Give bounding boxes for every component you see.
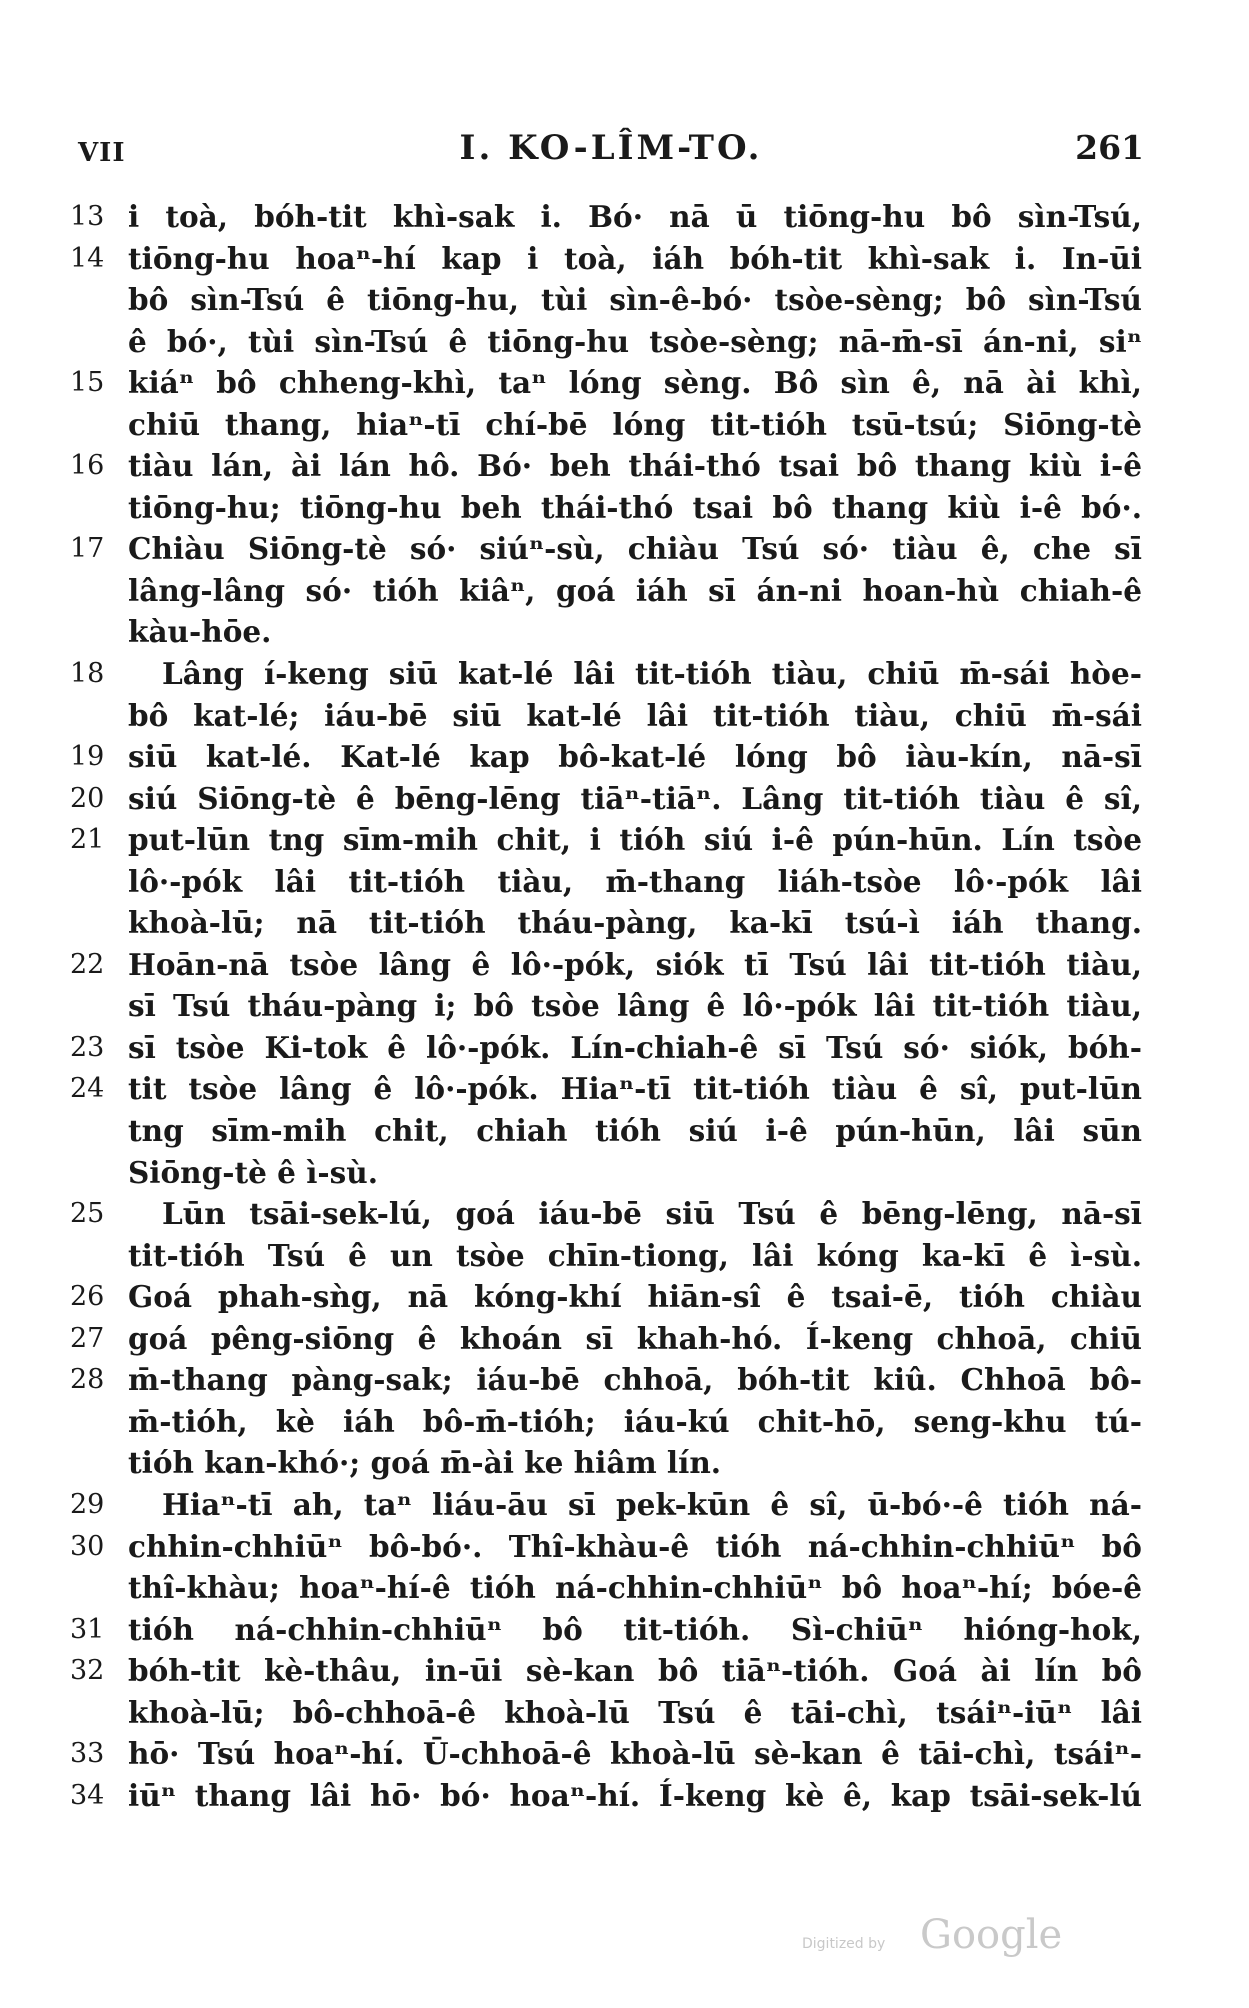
text-line xyxy=(70,570,1145,612)
line-text: Hiaⁿ-tī ah, taⁿ liáu-āu sī pek-kūn ê sî, ū-bó·-ê tióh ná- xyxy=(162,1486,1142,1522)
line-text: kiáⁿ bô chheng-khì, taⁿ lóng sèng. Bô sìn ê, nā ài khì, xyxy=(128,365,1142,401)
line-text: sī tsòe Ki-tok ê lô·-pók. Lín-chiah-ê sī Tsú só· siók, bóh- xyxy=(128,1029,1142,1065)
verse-number: 17 xyxy=(70,533,105,565)
line-text: sī Tsú tháu-pàng i; bô tsòe lâng ê lô·-pók lâi tit-tióh tiàu, xyxy=(128,988,1142,1024)
line-text: hō· Tsú hoaⁿ-hí. Ū-chhoā-ê khoà-lū sè-kan ê tāi-chì, tsáiⁿ- xyxy=(128,1736,1142,1772)
text-line xyxy=(70,819,1145,861)
line-text: tióh ná-chhin-chhiūⁿ bô tit-tióh. Sì-chiūⁿ hióng-hok, xyxy=(128,1611,1142,1647)
text-line xyxy=(70,196,1145,238)
verse-number: 31 xyxy=(70,1613,105,1645)
text-line xyxy=(70,321,1145,363)
verse-number: 33 xyxy=(70,1738,105,1770)
line-text: goá pêng-siōng ê khoán sī khah-hó. Í-keng chhoā, chiū xyxy=(128,1320,1142,1356)
line-text: tiōng-hu hoaⁿ-hí kap i toà, iáh bóh-tit khì-sak i. In-ūi xyxy=(128,240,1142,276)
text-line xyxy=(70,1775,1145,1817)
line-text: Chiàu Siōng-tè só· siúⁿ-sù, chiàu Tsú só· tiàu ê, che sī xyxy=(128,531,1142,567)
line-text: Goá phah-sǹg, nā kóng-khí hiān-sî ê tsai-ē, tióh chiàu xyxy=(128,1279,1142,1315)
page-header xyxy=(78,128,1144,178)
verse-number: 19 xyxy=(70,741,105,773)
text-line xyxy=(70,1110,1145,1152)
text-line xyxy=(70,279,1145,321)
verse-number: 22 xyxy=(70,948,105,980)
verse-number: 21 xyxy=(70,824,105,856)
verse-number: 34 xyxy=(70,1779,105,1811)
text-line xyxy=(70,1733,1145,1775)
line-text: chhin-chhiūⁿ bô-bó·. Thî-khàu-ê tióh ná-chhin-chhiūⁿ bô xyxy=(128,1528,1142,1564)
line-text: tiōng-hu; tiōng-hu beh thái-thó tsai bô thang kiù i-ê bó·. xyxy=(128,489,1142,525)
text-line xyxy=(70,362,1145,404)
line-text: siú Siōng-tè ê bēng-lēng tiāⁿ-tiāⁿ. Lâng tit-tióh tiàu ê sî, xyxy=(128,780,1142,816)
line-text: put-lūn tng sīm-mih chit, i tióh siú i-ê pún-hūn. Lín tsòe xyxy=(128,822,1142,858)
line-text: bóh-tit kè-thâu, in-ūi sè-kan bô tiāⁿ-tióh. Goá ài lín bô xyxy=(128,1653,1142,1689)
line-text: m̄-tióh, kè iáh bô-m̄-tióh; iáu-kú chit-hō, seng-khu tú- xyxy=(128,1403,1142,1439)
text-line xyxy=(70,404,1145,446)
text-line xyxy=(70,1235,1145,1277)
line-text: Siōng-tè ê ì-sù. xyxy=(128,1154,378,1190)
line-text: tióh kan-khó·; goá m̄-ài ke hiâm lín. xyxy=(128,1445,722,1481)
verse-number: 16 xyxy=(70,450,105,482)
line-text: m̄-thang pàng-sak; iáu-bē chhoā, bóh-tit kiû. Chhoā bô- xyxy=(128,1362,1142,1398)
digitized-watermark xyxy=(802,1902,1142,1958)
text-line xyxy=(70,1068,1145,1110)
line-text: Lâng í-keng siū kat-lé lâi tit-tióh tiàu, chiū m̄-sái hòe- xyxy=(162,656,1142,692)
text-line xyxy=(70,528,1145,570)
line-text: bô kat-lé; iáu-bē siū kat-lé lâi tit-tióh tiàu, chiū m̄-sái xyxy=(128,697,1142,733)
verse-number: 25 xyxy=(70,1198,105,1230)
line-text: lâng-lâng só· tióh kiâⁿ, goá iáh sī án-ni hoan-hù chiah-ê xyxy=(128,572,1142,608)
line-text: thî-khàu; hoaⁿ-hí-ê tióh ná-chhin-chhiūⁿ bô hoaⁿ-hí; bóe-ê xyxy=(128,1570,1142,1606)
text-line xyxy=(70,1193,1145,1235)
text-line xyxy=(70,985,1145,1027)
line-text: kàu-hōe. xyxy=(128,614,272,650)
text-line xyxy=(70,944,1145,986)
text-line xyxy=(70,445,1145,487)
line-text: bô sìn-Tsú ê tiōng-hu, tùi sìn-ê-bó· tsòe-sèng; bô sìn-Tsú xyxy=(128,282,1142,318)
text-line xyxy=(70,1484,1145,1526)
text-line xyxy=(70,1027,1145,1069)
line-text: tng sīm-mih chit, chiah tióh siú i-ê pún-hūn, lâi sūn xyxy=(128,1113,1142,1149)
text-line xyxy=(70,1526,1145,1568)
verse-number: 20 xyxy=(70,782,105,814)
verse-number: 29 xyxy=(70,1488,105,1520)
verse-number: 28 xyxy=(70,1364,105,1396)
line-text: chiū thang, hiaⁿ-tī chí-bē lóng tit-tióh tsū-tsú; Siōng-tè xyxy=(128,406,1142,442)
verse-number: 26 xyxy=(70,1281,105,1313)
text-line xyxy=(70,1276,1145,1318)
line-text: Hoān-nā tsòe lâng ê lô·-pók, siók tī Tsú lâi tit-tióh tiàu, xyxy=(128,946,1142,982)
chapter-number: VII xyxy=(78,138,126,168)
text-line xyxy=(70,1650,1145,1692)
text-line xyxy=(70,778,1145,820)
verse-number: 18 xyxy=(70,658,105,690)
line-text: Lūn tsāi-sek-lú, goá iáu-bē siū Tsú ê bēng-lēng, nā-sī xyxy=(162,1196,1142,1232)
verse-number: 32 xyxy=(70,1655,105,1687)
verse-number: 30 xyxy=(70,1530,105,1562)
line-text: tit tsòe lâng ê lô·-pók. Hiaⁿ-tī tit-tióh tiàu ê sî, put-lūn xyxy=(128,1071,1142,1107)
text-line xyxy=(70,1318,1145,1360)
text-line xyxy=(70,1359,1145,1401)
text-line xyxy=(70,1152,1145,1194)
line-text: tit-tióh Tsú ê un tsòe chīn-tiong, lâi kóng ka-kī ê ì-sù. xyxy=(128,1237,1142,1273)
running-title: I. KO-LÎM-TO. xyxy=(459,128,763,168)
line-text: ê bó·, tùi sìn-Tsú ê tiōng-hu tsòe-sèng; nā-m̄-sī án-ni, siⁿ xyxy=(128,323,1142,359)
google-logo: Google xyxy=(920,1912,1063,1958)
digitized-label: Digitized by xyxy=(802,1936,886,1952)
line-text: iūⁿ thang lâi hō· bó· hoaⁿ-hí. Í-keng kè ê, kap tsāi-sek-lú xyxy=(128,1777,1142,1813)
text-line xyxy=(70,736,1145,778)
text-line xyxy=(70,902,1145,944)
line-text: siū kat-lé. Kat-lé kap bô-kat-lé lóng bô iàu-kín, nā-sī xyxy=(128,739,1142,775)
verse-number: 27 xyxy=(70,1322,105,1354)
line-text: khoà-lū; bô-chhoā-ê khoà-lū Tsú ê tāi-chì, tsáiⁿ-iūⁿ lâi xyxy=(128,1694,1142,1730)
line-text: lô·-pók lâi tit-tióh tiàu, m̄-thang liáh-tsòe lô·-pók lâi xyxy=(128,863,1142,899)
text-line xyxy=(70,1442,1145,1484)
verse-number: 23 xyxy=(70,1031,105,1063)
text-line xyxy=(70,1692,1145,1734)
line-text: khoà-lū; nā tit-tióh tháu-pàng, ka-kī tsú-ì iáh thang. xyxy=(128,905,1142,941)
verse-number: 15 xyxy=(70,367,105,399)
text-line xyxy=(70,487,1145,529)
page-number: 261 xyxy=(1075,128,1144,167)
text-line xyxy=(70,1401,1145,1443)
verse-number: 24 xyxy=(70,1073,105,1105)
body-text xyxy=(70,196,1145,1816)
verse-number: 14 xyxy=(70,242,105,274)
text-line xyxy=(70,1609,1145,1651)
text-line xyxy=(70,695,1145,737)
verse-number: 13 xyxy=(70,201,105,232)
text-line xyxy=(70,238,1145,280)
text-line xyxy=(70,653,1145,695)
line-text: i toà, bóh-tit khì-sak i. Bó· nā ū tiōng-hu bô sìn-Tsú, xyxy=(128,199,1142,234)
text-line xyxy=(70,861,1145,903)
line-text: tiàu lán, ài lán hô. Bó· beh thái-thó tsai bô thang kiù i-ê xyxy=(128,448,1142,484)
text-line xyxy=(70,1567,1145,1609)
text-line xyxy=(70,611,1145,653)
